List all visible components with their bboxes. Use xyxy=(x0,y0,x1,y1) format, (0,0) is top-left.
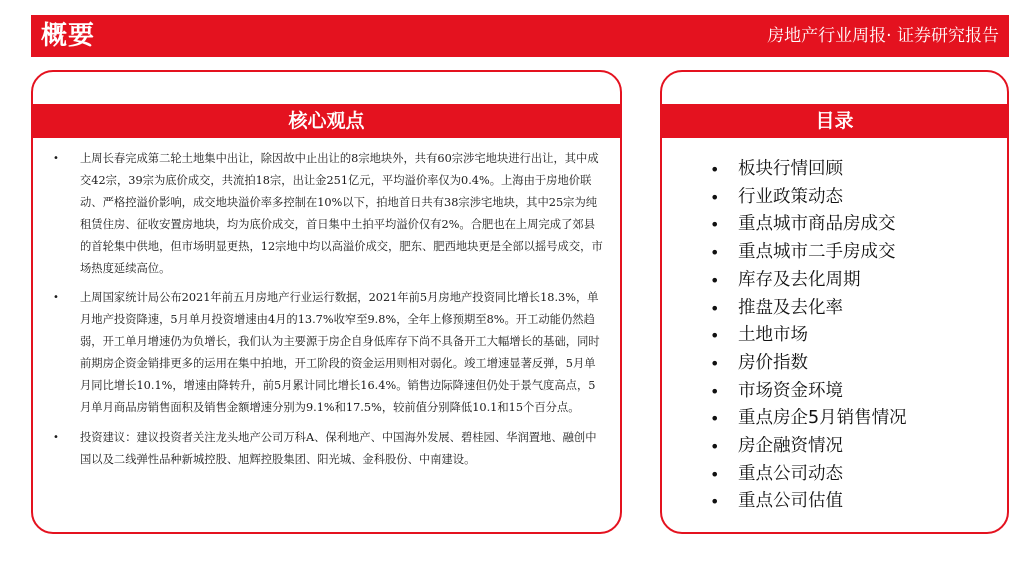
toc-item-second-hand-sales[interactable]: • 重点城市二手房成交 xyxy=(710,239,907,267)
toc-item-launch-absorption[interactable]: • 推盘及去化率 xyxy=(710,295,907,323)
toc-title: 目录 xyxy=(662,104,1007,138)
toc-item-price-index[interactable]: • 房价指数 xyxy=(710,350,907,378)
page-title: 概要 xyxy=(41,21,96,51)
core-views-title: 核心观点 xyxy=(33,104,620,138)
toc-item-new-home-sales[interactable]: • 重点城市商品房成交 xyxy=(710,211,907,239)
toc-item-developer-sales[interactable]: • 重点房企5月销售情况 xyxy=(710,405,907,433)
core-view-point-1: • 上周长春完成第二轮土地集中出让，除因故中止出让的8宗地块外，共有60宗涉宅地块进行出让，其中成交42宗，39宗为底价成交，共流拍18宗，出让金251亿元，平均溢价率仅为0.4%。上海由于房地价联动、严格控溢价影响，成交地块溢价率多控制在10%以下，拍地首日共有38宗涉宅地块，其中25宗为纯租赁住房、征收安置房地块，均为底价成交，首日集中土拍平均溢价仅有2%。合肥也在上周完成了郊县的首轮集中供地，但市场明显更热，12宗地中均以高溢价成交，肥东、肥西地块更是全部以摇号成交，市场热度延续高位。 xyxy=(53,148,604,279)
toc-item-sector-review[interactable]: • 板块行情回顾 xyxy=(710,156,907,184)
toc-item-developer-financing[interactable]: • 房企融资情况 xyxy=(710,433,907,461)
report-subtitle: 房地产行业周报· 证券研究报告 xyxy=(767,26,999,46)
toc-item-company-valuation[interactable]: • 重点公司估值 xyxy=(710,488,907,516)
toc-item-policy-news[interactable]: • 行业政策动态 xyxy=(710,184,907,212)
toc-item-company-news[interactable]: • 重点公司动态 xyxy=(710,461,907,489)
core-views-list xyxy=(53,148,604,479)
toc-item-land-market[interactable]: • 土地市场 xyxy=(710,322,907,350)
toc-item-inventory[interactable]: • 库存及去化周期 xyxy=(710,267,907,295)
core-view-point-2: • 上周国家统计局公布2021年前五月房地产行业运行数据，2021年前5月房地产投资同比增长18.3%，单月地产投资降速，5月单月投资增速由4月的13.7%收窄至9.8%，全年上修预期至8%。开工动能仍然趋弱，开工单月增速仍为负增长，我们认为主要源于房企自身低库存下尚不具备开工大幅增长的基础，同时前期房企资金销排更多的运用在集中拍地，开工阶段的资金运用则相对弱化。竣工增速显著反弹，5月单月同比增长10.1%，增速由降转升，前5月累计同比增长16.4%。销售边际降速但仍处于景气度高点，5月单月商品房销售面积及销售金额增速分别为9.1%和17.5%，较前值分别降低10.1和15个百分点。 xyxy=(53,287,604,418)
toc-panel xyxy=(660,70,1009,534)
toc-list xyxy=(710,156,907,516)
header-bar xyxy=(31,15,1009,57)
core-view-point-3: • 投资建议：建议投资者关注龙头地产公司万科A、保利地产、中国海外发展、碧桂园、华润置地、融创中国以及二线弹性品种新城控股、旭辉控股集团、阳光城、金科股份、中南建设。 xyxy=(53,427,604,471)
core-views-panel xyxy=(31,70,622,534)
toc-item-funding-environment[interactable]: • 市场资金环境 xyxy=(710,378,907,406)
